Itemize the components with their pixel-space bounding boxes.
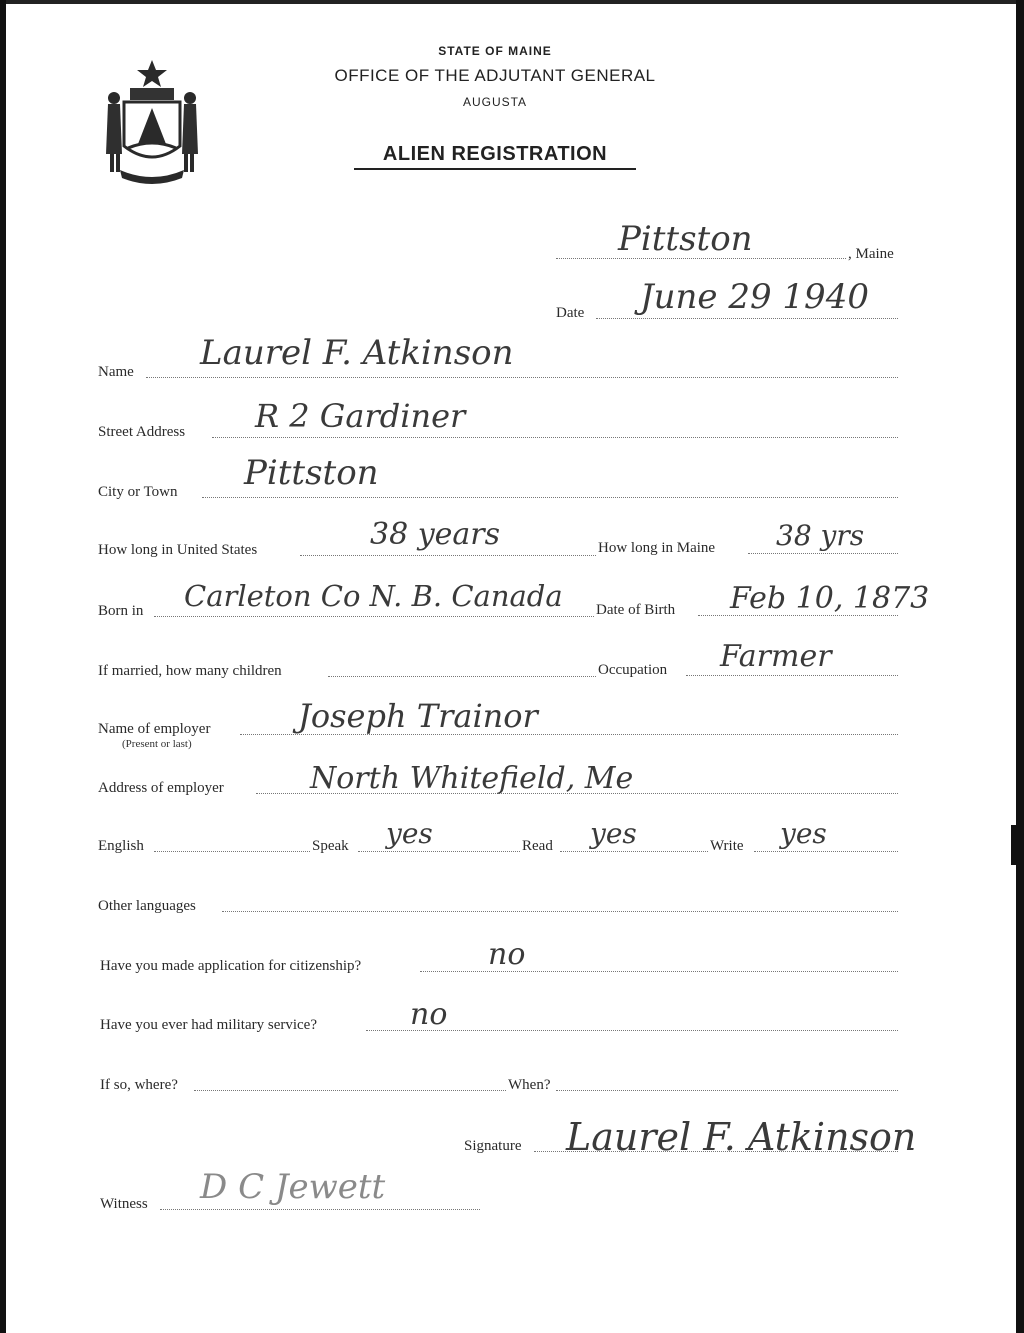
date-line bbox=[596, 318, 898, 319]
form-title: ALIEN REGISTRATION bbox=[382, 143, 608, 165]
name-label: Name bbox=[98, 364, 134, 380]
when-line bbox=[556, 1090, 898, 1091]
how-long-maine-value[interactable]: 38 yrs bbox=[776, 519, 865, 552]
street-address-label: Street Address bbox=[98, 424, 186, 440]
speak-line bbox=[358, 851, 520, 852]
signature-value[interactable]: Laurel F. Atkinson bbox=[566, 1115, 917, 1159]
signature-label: Signature bbox=[464, 1138, 522, 1154]
children-line bbox=[328, 676, 596, 677]
title-underline bbox=[354, 168, 636, 170]
occupation-line bbox=[686, 675, 898, 676]
town-value[interactable]: Pittston bbox=[618, 219, 753, 259]
military-value[interactable]: no bbox=[410, 997, 448, 1032]
how-long-us-line bbox=[300, 555, 596, 556]
employer-value[interactable]: Joseph Trainor bbox=[298, 697, 538, 735]
office-heading: OFFICE OF THE ADJUTANT GENERAL bbox=[334, 66, 656, 85]
name-line bbox=[146, 377, 898, 378]
witness-label: Witness bbox=[100, 1196, 148, 1212]
citizenship-value[interactable]: no bbox=[488, 937, 526, 972]
street-address-value[interactable]: R 2 Gardiner bbox=[255, 397, 466, 435]
when-label: When? bbox=[508, 1077, 551, 1093]
scan-edge-mark bbox=[1011, 825, 1016, 865]
read-label: Read bbox=[522, 838, 553, 854]
city-or-town-label: City or Town bbox=[98, 484, 178, 500]
name-value[interactable]: Laurel F. Atkinson bbox=[200, 333, 514, 373]
write-value[interactable]: yes bbox=[780, 817, 827, 850]
write-label: Write bbox=[710, 838, 744, 854]
military-label: Have you ever had military service? bbox=[100, 1017, 317, 1033]
date-of-birth-value[interactable]: Feb 10, 1873 bbox=[730, 581, 930, 616]
speak-value[interactable]: yes bbox=[386, 817, 433, 850]
employer-address-label: Address of employer bbox=[98, 780, 224, 796]
witness-line bbox=[160, 1209, 480, 1210]
children-label: If married, how many children bbox=[98, 663, 282, 679]
date-value[interactable]: June 29 1940 bbox=[640, 277, 869, 317]
scan-border-left bbox=[0, 0, 6, 1333]
occupation-value[interactable]: Farmer bbox=[720, 639, 832, 674]
other-languages-label: Other languages bbox=[98, 898, 196, 914]
occupation-label: Occupation bbox=[598, 662, 668, 678]
if-so-where-label: If so, where? bbox=[100, 1077, 178, 1093]
street-address-line bbox=[212, 437, 898, 438]
read-line bbox=[560, 851, 708, 852]
employer-label: Name of employer bbox=[98, 721, 211, 737]
state-heading: STATE OF MAINE bbox=[438, 44, 552, 58]
city-or-town-value[interactable]: Pittston bbox=[244, 453, 379, 493]
scan-border-top bbox=[0, 0, 1024, 4]
employer-note: (Present or last) bbox=[122, 738, 192, 750]
date-label: Date bbox=[556, 305, 585, 321]
born-in-label: Born in bbox=[98, 603, 144, 619]
how-long-us-value[interactable]: 38 years bbox=[370, 517, 501, 552]
maine-seal-icon bbox=[96, 58, 208, 186]
how-long-maine-line bbox=[748, 553, 898, 554]
other-languages-line bbox=[222, 911, 898, 912]
scan-border-right bbox=[1016, 0, 1024, 1333]
how-long-us-label: How long in United States bbox=[98, 542, 258, 558]
citizenship-label: Have you made application for citizenship? bbox=[100, 958, 362, 974]
state-suffix-label: , Maine bbox=[848, 246, 894, 262]
write-line bbox=[754, 851, 898, 852]
speak-label: Speak bbox=[312, 838, 349, 854]
born-in-value[interactable]: Carleton Co N. B. Canada bbox=[184, 579, 563, 613]
date-of-birth-label: Date of Birth bbox=[596, 602, 676, 618]
how-long-maine-label: How long in Maine bbox=[598, 540, 716, 556]
english-label: English bbox=[98, 838, 144, 854]
english-line bbox=[154, 851, 310, 852]
born-in-line bbox=[154, 616, 594, 617]
city-or-town-line bbox=[202, 497, 898, 498]
read-value[interactable]: yes bbox=[590, 817, 637, 850]
city-heading: AUGUSTA bbox=[462, 95, 528, 109]
witness-value[interactable]: D C Jewett bbox=[200, 1167, 386, 1207]
if-so-where-line bbox=[194, 1090, 506, 1091]
employer-address-value[interactable]: North Whitefield, Me bbox=[310, 761, 634, 796]
